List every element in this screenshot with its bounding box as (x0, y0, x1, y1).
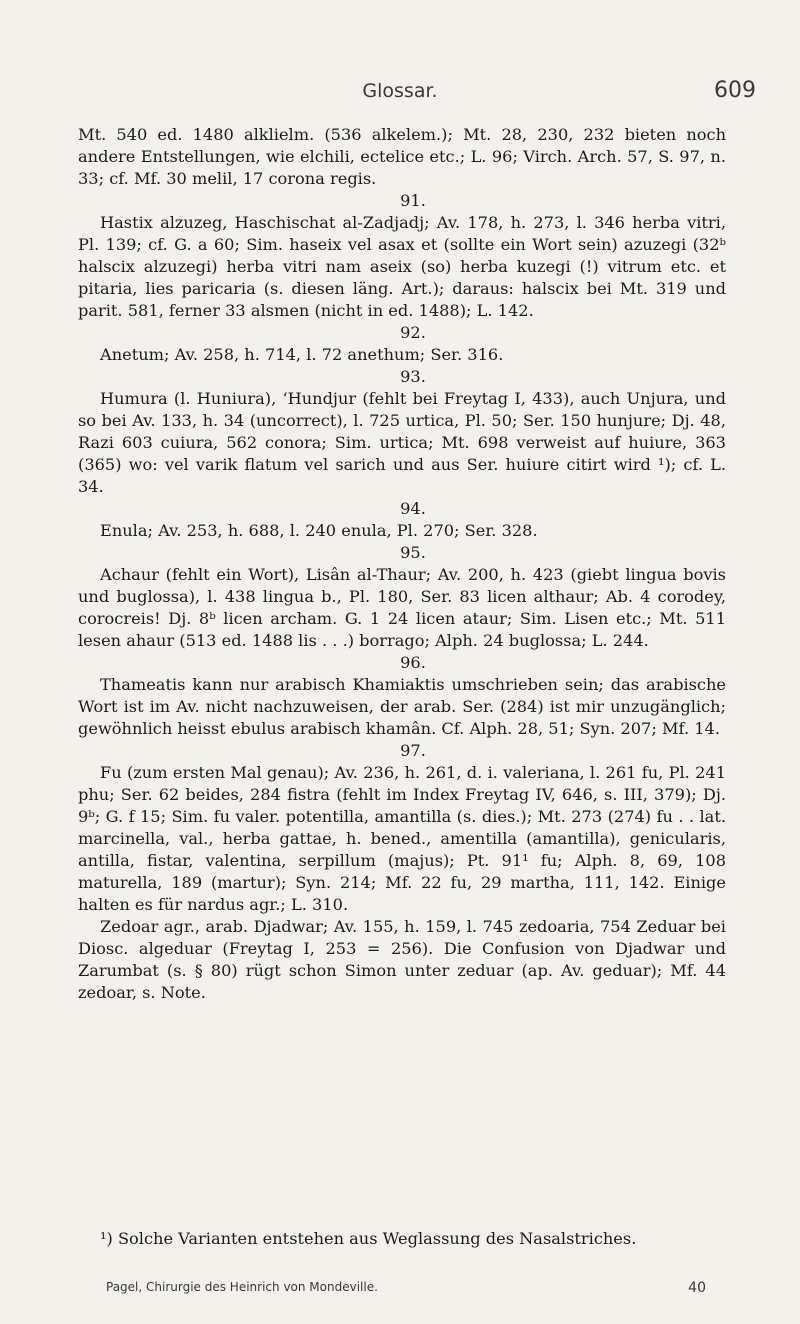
entry-number: 91. (400, 191, 426, 210)
glossary-paragraph: Humura (l. Huniura), ʻHundjur (fehlt bei Freytag I, 433), auch Unjura, und so bei Av. 133, h. 34 (uncorrect), l. 725 urtica, Pl. 50; Ser. 150 hunjure; Dj. 48, Razi 603 cuiura, 562 conora; Sim. urtica; Mt. 698 verweist auf huiure, 363 (365) wo: vel varik flatum vel sarich und aus Ser. huiure citirt wird ¹); cf. L. 34. (78, 389, 726, 496)
footnote (78, 1228, 726, 1250)
glossary-paragraph: Enula; Av. 253, h. 688, l. 240 enula, Pl. 270; Ser. 328. (100, 521, 538, 540)
glossary-paragraph: Zedoar agr., arab. Djadwar; Av. 155, h. 159, l. 745 zedoaria, 754 Zeduar bei Diosc. algeduar (Freytag I, 253 = 256). Die Confusion von Djadwar und Zarumbat (s. § 80) rügt schon Simon unter zeduar (ap. Av. geduar); Mf. 44 zedoar, s. Note. (78, 917, 726, 1002)
running-header (0, 78, 800, 112)
page-footer (106, 1280, 706, 1298)
entry-number: 93. (400, 367, 426, 386)
entry-number: 97. (400, 741, 426, 760)
signature-mark: 40 (688, 1280, 706, 1296)
running-title: Glossar. (362, 80, 438, 102)
page-number: 609 (714, 78, 756, 103)
glossary-paragraph: Hastix alzuzeg, Haschischat al-Zadjadj; Av. 178, h. 273, l. 346 herba vitri, Pl. 139; cf. G. a 60; Sim. haseix vel asax et (sollte ein Wort sein) azuzegi (32ᵇ halscix alzuzegi) herba vitri nam aseix (so) herba kuzegi (!) vitrum etc. et pitaria, lies paricaria (s. diesen läng. Art.); daraus: halscix bei Mt. 319 und parit. 581, ferner 33 alsmen (nicht in ed. 1488); L. 142. (78, 213, 726, 320)
entry-number: 95. (400, 543, 426, 562)
glossary-paragraph: Achaur (fehlt ein Wort), Lisân al-Thaur; Av. 200, h. 423 (giebt lingua bovis und buglossa), l. 438 lingua b., Pl. 180, Ser. 83 licen althaur; Ab. 4 corodey, corocreis! Dj. 8ᵇ licen archam. G. 1 24 licen ataur; Sim. Lisen etc.; Mt. 511 lesen ahaur (513 ed. 1488 lis . . .) borrago; Alph. 24 buglossa; L. 244. (78, 565, 726, 650)
entry-number: 94. (400, 499, 426, 518)
entry-number: 92. (400, 323, 426, 342)
entry-number: 96. (400, 653, 426, 672)
glossary-body (78, 124, 726, 1004)
footnote-text: ¹) Solche Varianten entstehen aus Weglassung des Nasalstriches. (100, 1229, 637, 1248)
glossary-paragraph: Thameatis kann nur arabisch Khamiaktis umschrieben sein; das arabische Wort ist im Av. nicht nachzuweisen, der arab. Ser. (284) ist mir unzugänglich; gewöhnlich heisst ebulus arabisch khamân. Cf. Alph. 28, 51; Syn. 207; Mf. 14. (78, 675, 726, 738)
glossary-paragraph: Mt. 540 ed. 1480 alklielm. (536 alkelem.); Mt. 28, 230, 232 bieten noch andere Entstellungen, wie elchili, ectelice etc.; L. 96; Virch. Arch. 57, S. 97, n. 33; cf. Mf. 30 melil, 17 corona regis. (78, 125, 726, 188)
glossary-paragraph: Anetum; Av. 258, h. 714, l. 72 anethum; Ser. 316. (100, 345, 504, 364)
glossary-paragraph: Fu (zum ersten Mal genau); Av. 236, h. 261, d. i. valeriana, l. 261 fu, Pl. 241 phu; Ser. 62 beides, 284 fistra (fehlt im Index Freytag IV, 646, s. III, 379); Dj. 9ᵇ; G. f 15; Sim. fu valer. potentilla, amantilla (s. dies.); Mt. 273 (274) fu . . lat. marcinella, val., herba gattae, h. bened., amentilla (amantilla), genicularis, antilla, fistar, valentina, serpillum (majus); Pt. 91¹ fu; Alph. 8, 69, 108 maturella, 189 (martur); Syn. 214; Mf. 22 fu, 29 martha, 111, 142. Einige halten es für nardus agr.; L. 310. (78, 763, 726, 914)
footer-imprint: Pagel, Chirurgie des Heinrich von Mondeville. (106, 1280, 378, 1294)
